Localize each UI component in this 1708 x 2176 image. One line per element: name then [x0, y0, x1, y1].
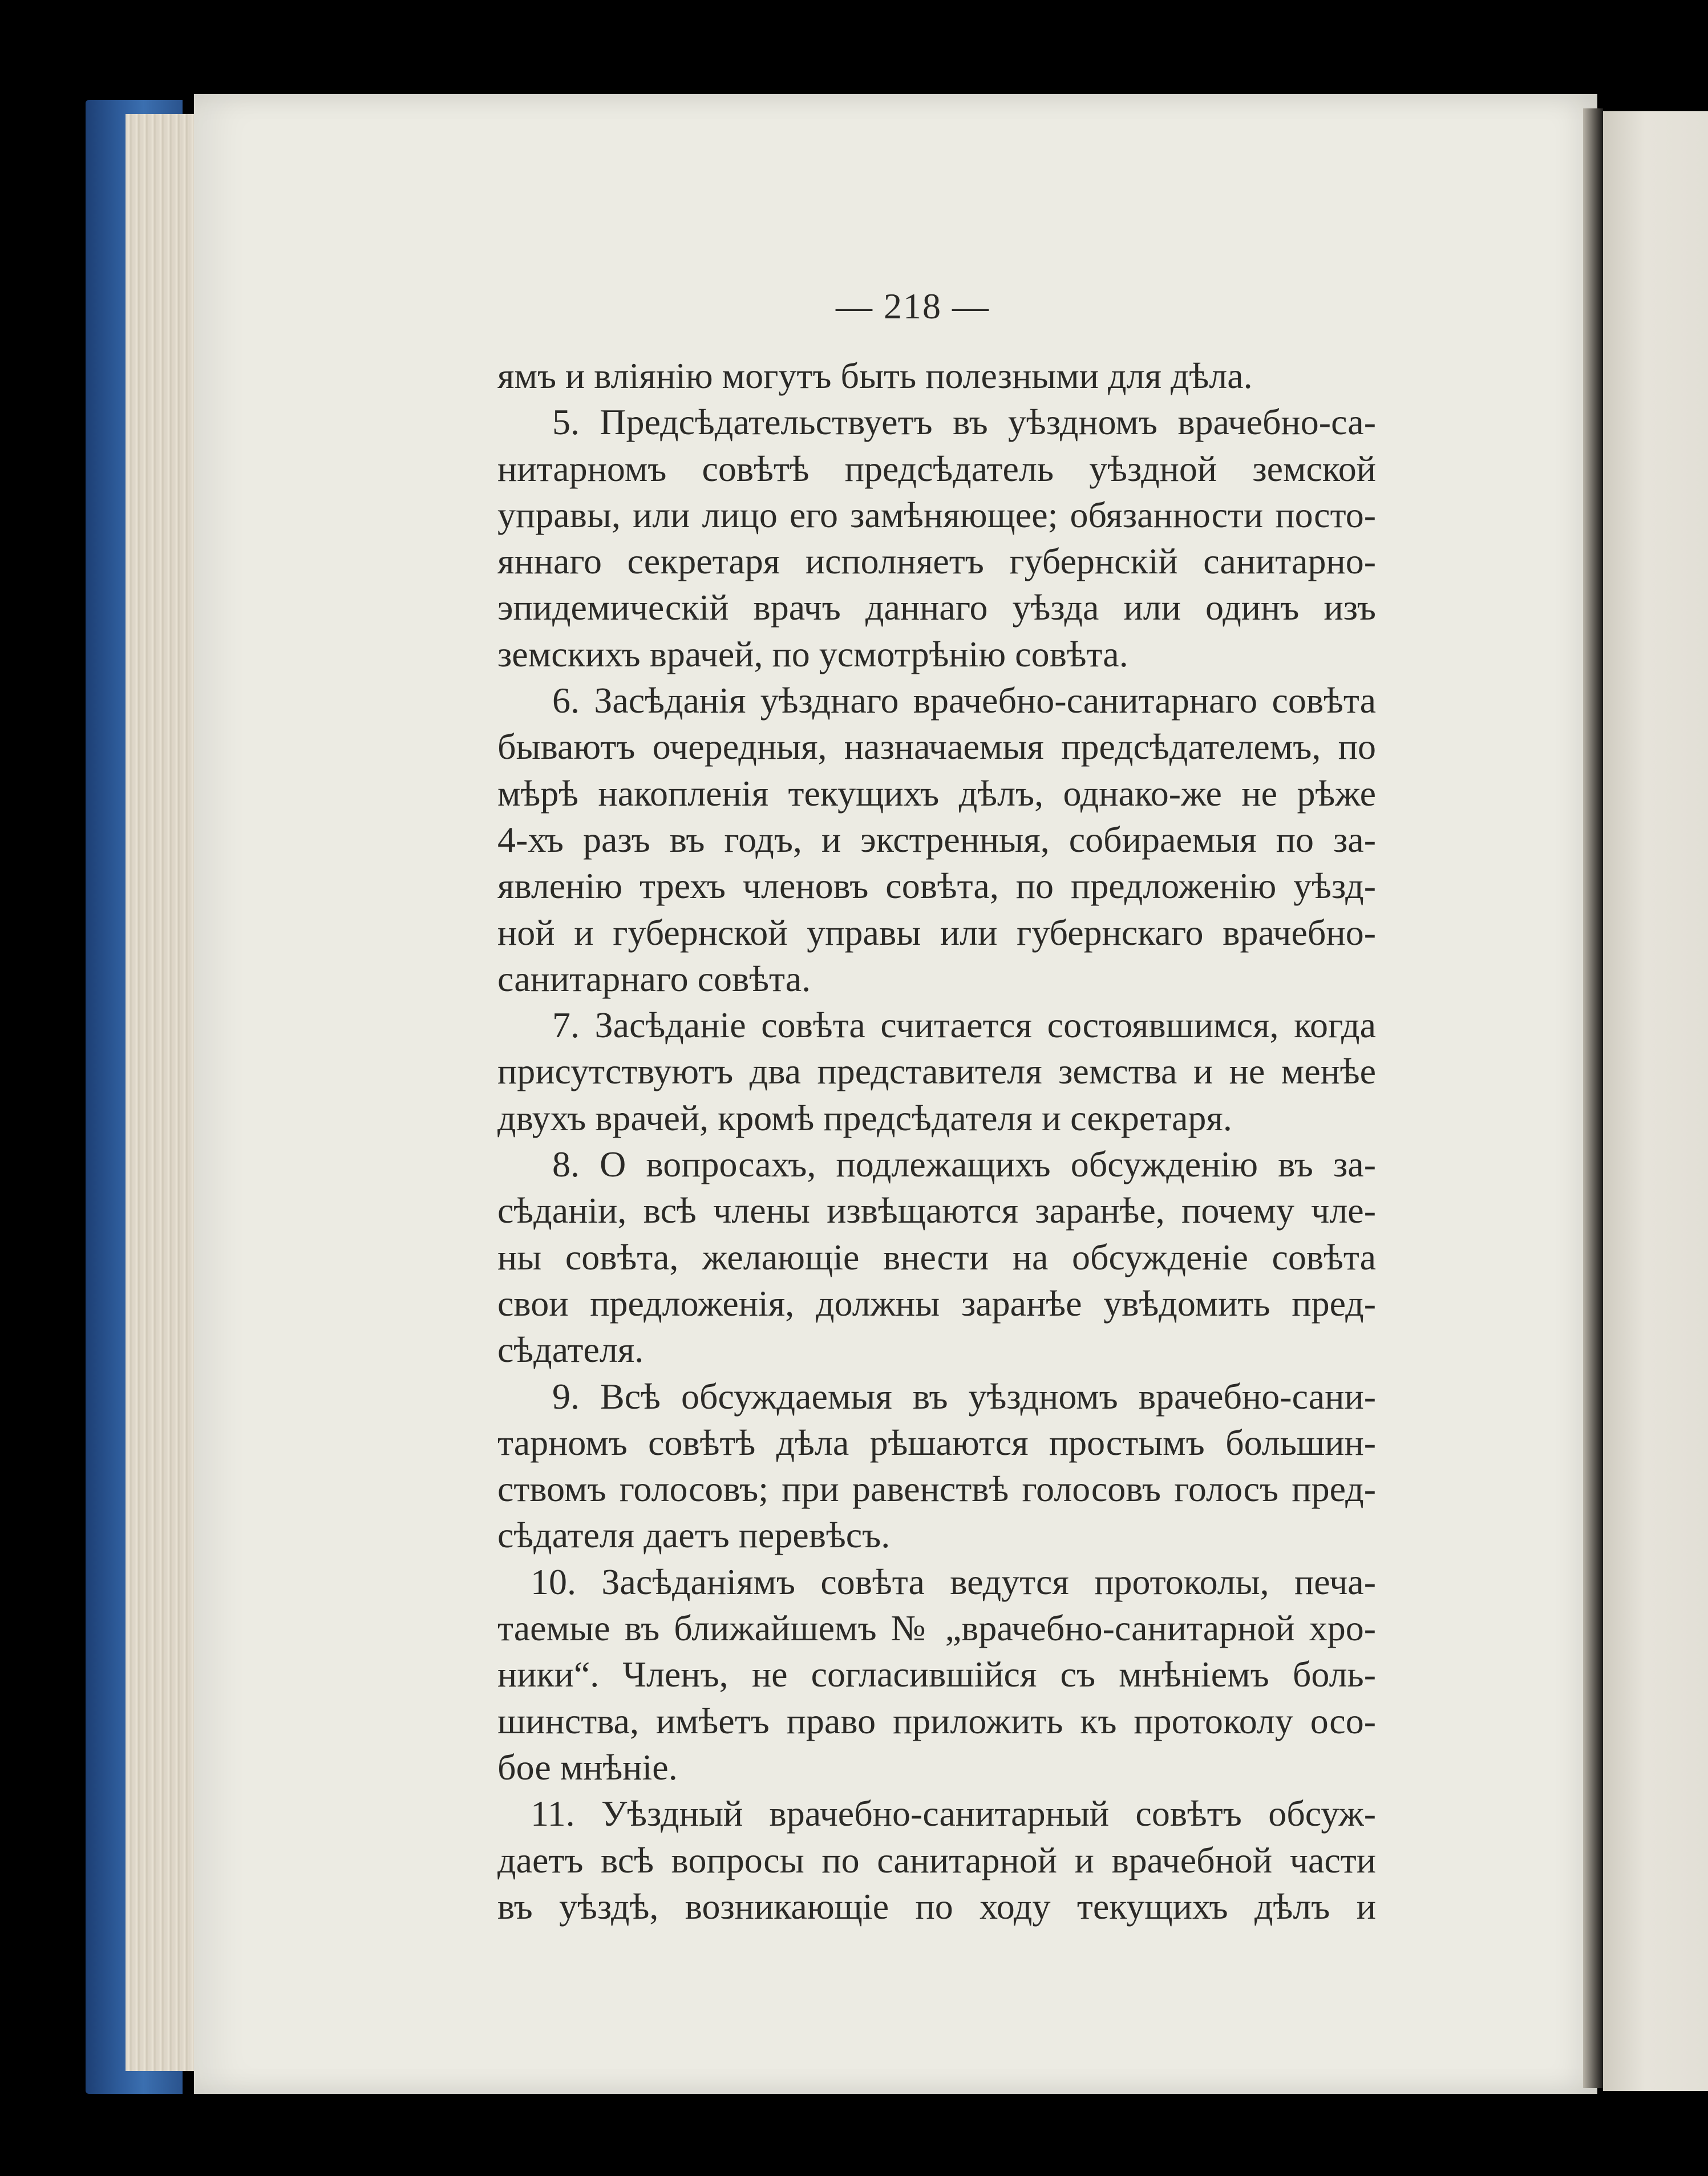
body-text — [497, 353, 1376, 1930]
text-line: 4-хъ разъ въ годъ, и экстренныя, собираемыя по за- — [497, 819, 1376, 860]
text-line: присутствуютъ два представителя земства и не менѣе — [497, 1051, 1376, 1092]
text-line: управы, или лицо его замѣняющее; обязанности посто- — [497, 494, 1376, 535]
text-line: даетъ всѣ вопросы по санитарной и врачебной части — [497, 1839, 1376, 1880]
text-line: тарномъ совѣтѣ дѣла рѣшаются простымъ большин- — [497, 1422, 1376, 1463]
text-line: 9. Всѣ обсуждаемыя въ уѣздномъ врачебно-сани- — [552, 1376, 1376, 1417]
text-line: 5. Предсѣдательствуетъ въ уѣздномъ врачебно-са- — [552, 402, 1376, 443]
text-line: ники“. Членъ, не согласившійся съ мнѣніемъ боль- — [497, 1654, 1376, 1695]
text-line: таемые въ ближайшемъ № „врачебно-санитарной хро- — [497, 1608, 1376, 1649]
text-line: бываютъ очередныя, назначаемыя предсѣдателемъ, по — [497, 726, 1376, 767]
text-line: ямъ и вліянію могутъ быть полезными для дѣла. — [497, 355, 1253, 396]
text-line: 7. Засѣданіе совѣта считается состоявшимся, когда — [552, 1005, 1376, 1046]
text-line: двухъ врачей, кромѣ предсѣдателя и секретаря. — [497, 1097, 1232, 1138]
text-line: яннаго секретаря исполняетъ губернскій санитарно- — [497, 541, 1376, 582]
text-line: сѣданіи, всѣ члены извѣщаются заранѣе, почему чле- — [497, 1190, 1376, 1231]
text-line: ствомъ голосовъ; при равенствѣ голосовъ голосъ пред- — [497, 1469, 1376, 1510]
text-line: 10. Засѣданіямъ совѣта ведутся протоколы, печа- — [531, 1561, 1376, 1602]
text-line: земскихъ врачей, по усмотрѣнію совѣта. — [497, 633, 1128, 674]
text-line: санитарнаго совѣта. — [497, 958, 811, 999]
text-line: ной и губернской управы или губернскаго врачебно- — [497, 912, 1376, 953]
text-line: свои предложенія, должны заранѣе увѣдомить пред- — [497, 1283, 1376, 1324]
text-line: явленію трехъ членовъ совѣта, по предложенію уѣзд- — [497, 865, 1376, 907]
text-line: шинства, имѣетъ право приложить къ протоколу осо- — [497, 1700, 1376, 1741]
facing-page-edge — [1603, 111, 1708, 2091]
book-gutter — [1583, 108, 1603, 2088]
text-line: бое мнѣніе. — [497, 1746, 678, 1787]
text-line: 11. Уѣздный врачебно-санитарный совѣтъ обсуж- — [531, 1793, 1376, 1834]
text-line: ны совѣта, желающіе внести на обсужденіе совѣта — [497, 1236, 1376, 1277]
page-number: — 218 — — [836, 286, 990, 326]
text-line: 6. Засѣданія уѣзднаго врачебно-санитарнаго совѣта — [552, 680, 1376, 721]
text-line: 8. О вопросахъ, подлежащихъ обсужденію въ за- — [552, 1144, 1376, 1185]
text-line: мѣрѣ накопленія текущихъ дѣлъ, однако-же не рѣже — [497, 772, 1376, 814]
text-line: эпидемическій врачъ даннаго уѣзда или одинъ изъ — [497, 587, 1376, 628]
text-line: нитарномъ совѣтѣ предсѣдатель уѣздной земской — [497, 448, 1376, 489]
text-line: въ уѣздѣ, возникающіе по ходу текущихъ дѣлъ и — [497, 1886, 1376, 1927]
text-line: сѣдателя. — [497, 1329, 644, 1370]
text-line: сѣдателя даетъ перевѣсъ. — [497, 1515, 891, 1556]
